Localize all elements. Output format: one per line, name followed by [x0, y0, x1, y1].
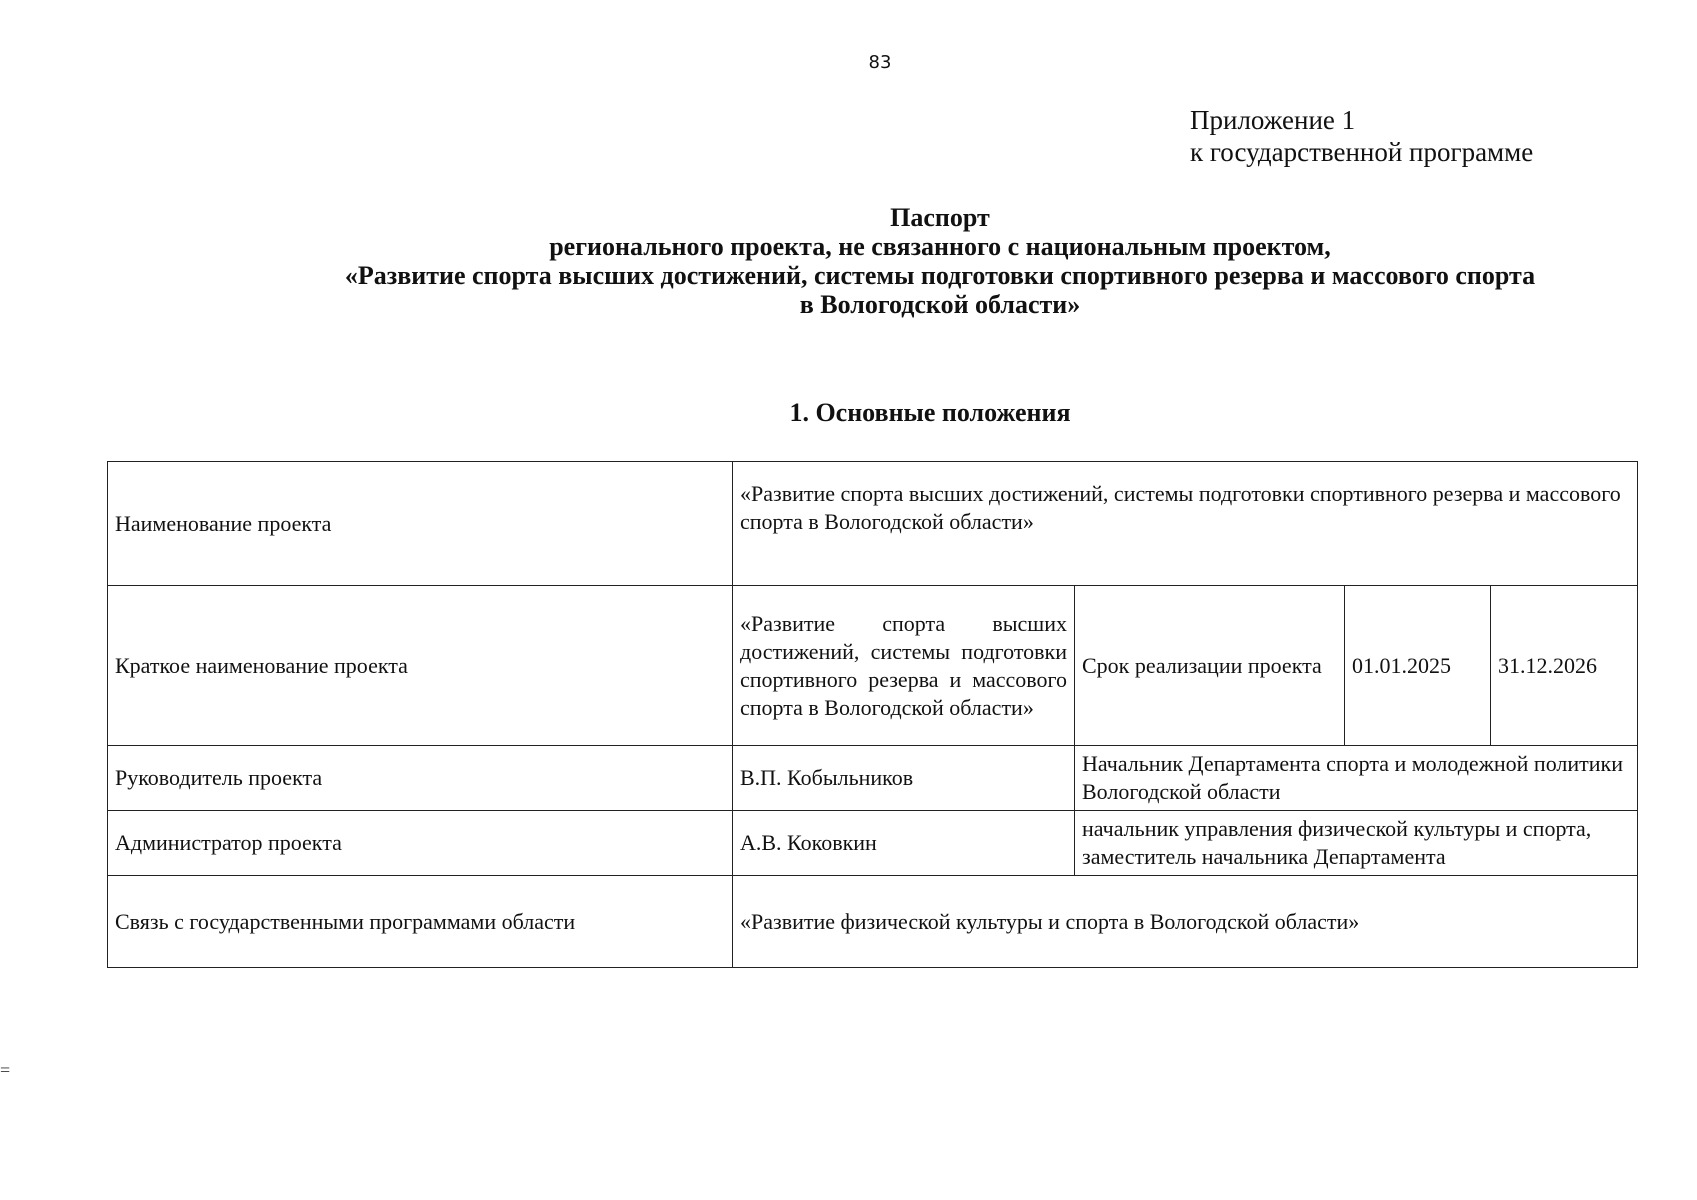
program-link-value: «Развитие физической культуры и спорта в Вологодской области» — [733, 876, 1638, 968]
project-name-label: Наименование проекта — [108, 462, 733, 586]
project-head-position: Начальник Департамента спорта и молодежной политики Вологодской области — [1075, 746, 1638, 811]
table-row — [108, 462, 1638, 586]
project-admin-position: начальник управления физической культуры и спорта, заместитель начальника Департамента — [1075, 811, 1638, 876]
title-line-2: регионального проекта, не связанного с национальным проектом, — [549, 232, 1331, 261]
table-row — [108, 876, 1638, 968]
project-name-value: «Развитие спорта высших достижений, системы подготовки спортивного резерва и массового спорта в Вологодской области» — [733, 462, 1638, 586]
term-label: Срок реализации проекта — [1075, 586, 1345, 746]
table-row — [108, 811, 1638, 876]
title-line-3: «Развитие спорта высших достижений, системы подготовки спортивного резерва и массового спорта — [344, 261, 1536, 290]
project-table — [107, 461, 1638, 968]
table-row — [108, 586, 1638, 746]
appendix-line-2: к государственной программе — [1190, 137, 1534, 167]
title-line-1: Паспорт — [890, 203, 990, 232]
project-head-label: Руководитель проекта — [108, 746, 733, 811]
project-head-name: В.П. Кобыльников — [733, 746, 1075, 811]
passport-title — [180, 203, 1697, 319]
term-start-date: 01.01.2025 — [1345, 586, 1491, 746]
short-name-label: Краткое наименование проекта — [108, 586, 733, 746]
project-admin-name: А.В. Коковкин — [733, 811, 1075, 876]
term-end-date: 31.12.2026 — [1491, 586, 1638, 746]
section-title: 1. Основные положения — [789, 398, 1071, 427]
title-line-4: в Вологодской области» — [799, 290, 1081, 319]
short-name-value: «Развитие спорта высших достижений, системы подготовки спортивного резерва и массового спорта в Вологодской области» — [733, 586, 1075, 746]
margin-mark: = — [0, 1060, 11, 1080]
appendix-note — [1190, 104, 1533, 168]
table-row — [108, 746, 1638, 811]
program-link-label: Связь с государственными программами области — [108, 876, 733, 968]
page-number: 83 — [868, 52, 892, 73]
appendix-line-1: Приложение 1 — [1190, 105, 1356, 135]
project-admin-label: Администратор проекта — [108, 811, 733, 876]
